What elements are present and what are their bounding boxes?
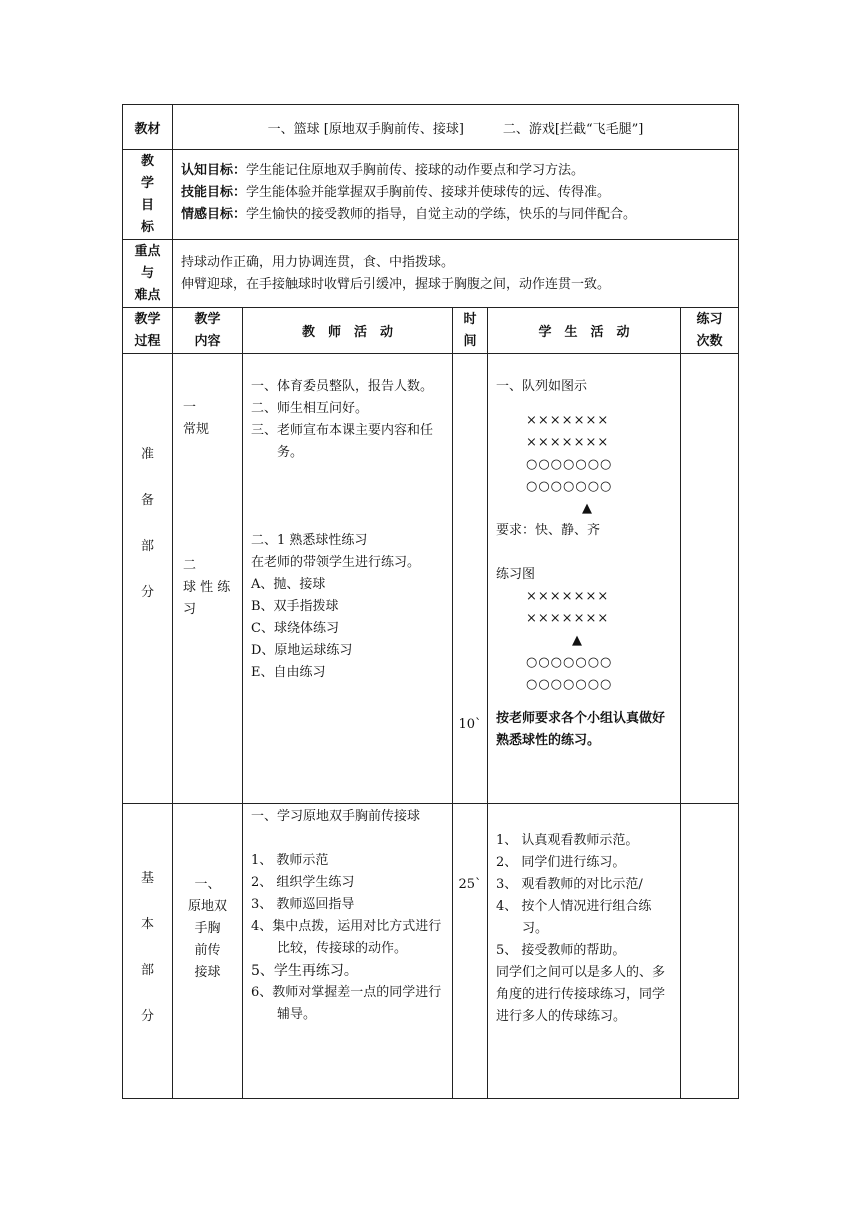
prep-student-note: 按老师要求各个小组认真做好熟悉球性的练习。 (496, 711, 666, 748)
formation-diagram-1: ××××××× ××××××× ○○○○○○○ ○○○○○○○ ▲ (496, 410, 674, 520)
prep-teacher-activity: 一、体育委员整队，报告人数。 二、师生相互问好。 三、老师宣布本课主要内容和任务。 二、1 熟悉球性练习 在老师的带领学生进行练习。 A、抛、接球 B、双手指拨球 C、球绕体练习 D、原地运球练习 E、自由练习 (243, 354, 453, 804)
teacher-triangle-icon: ▲ (572, 633, 582, 648)
col-content: 教学 内容 (173, 308, 243, 354)
basic-teacher-activity: 一、学习原地双手胸前传接球 1、 教师示范 2、 组织学生练习 3、 教师巡回指导 4、集中点拨，运用对比方式进行比较，传接球的动作。 5、学生再练习。 6、教师对掌握差一点的同学进行辅导。 (243, 804, 453, 1099)
basic-row (123, 804, 739, 1099)
textbook-row (123, 105, 739, 150)
prep-phase-label: 准 备 部 分 (123, 354, 173, 804)
key-points-content: 持球动作正确，用力协调连贯，食、中指拨球。 伸臂迎球，在手接触球时收臂后引缓冲，握球于胸腹之间，动作连贯一致。 (173, 240, 739, 308)
column-header-row (123, 308, 739, 354)
prep-reps (681, 354, 739, 804)
col-time: 时 间 (453, 308, 488, 354)
basic-student-activity: 1、 认真观看教师示范。 2、 同学们进行练习。 3、 观看教师的对比示范/ 4、 按个人情况进行组合练习。 5、 接受教师的帮助。 同学们之间可以是多人的、多角度的进行传接球练习，同学进行多人的传球练习。 (488, 804, 681, 1099)
lesson-plan-table (122, 104, 739, 1099)
goal-cognitive: 认知目标：学生能记住原地双手胸前传、接球的动作要点和学习方法。 (181, 163, 585, 178)
prep-row (123, 354, 739, 804)
col-student: 学 生 活 动 (488, 308, 681, 354)
basic-phase-label: 基 本 部 分 (123, 804, 173, 1099)
prep-student-activity: 一、队列如图示 ××××××× ××××××× ○○○○○○○ ○○○○○○○ ▲ 要求：快、静、齐 练习图 ××××××× ××××××× ▲ ○○○○○○○ ○○○○○○○ 按老师要求各个小组认真做好熟悉球性的练习。 (488, 354, 681, 804)
goals-row (123, 150, 739, 240)
basic-reps (681, 804, 739, 1099)
goal-affective: 情感目标：学生愉快的接受教师的指导，自觉主动的学练，快乐的与同伴配合。 (181, 207, 637, 222)
formation-diagram-2: ××××××× ××××××× ▲ ○○○○○○○ ○○○○○○○ (496, 586, 674, 696)
goals-content (173, 150, 739, 240)
key-points-label: 重点 与 难点 (123, 240, 173, 308)
col-teacher: 教 师 活 动 (243, 308, 453, 354)
goals-label: 教 学 目 标 (123, 150, 173, 240)
goal-skill: 技能目标：学生能体验并能掌握双手胸前传、接球并使球传的远、传得准。 (181, 185, 611, 200)
basic-time: 25` (453, 804, 488, 1099)
key-points-row (123, 240, 739, 308)
col-reps: 练习 次数 (681, 308, 739, 354)
col-process: 教学 过程 (123, 308, 173, 354)
textbook-content: 一、篮球 [原地双手胸前传、接球] 二、游戏[拦截“飞毛腿”] (173, 105, 739, 150)
textbook-label: 教材 (123, 105, 173, 150)
teacher-triangle-icon: ▲ (582, 501, 592, 516)
prep-content: 一 常规 二 球 性 练 习 (173, 354, 243, 804)
basic-content: 一、 原地双 手胸 前传 接球 (173, 804, 243, 1099)
prep-time: 10` (453, 354, 488, 804)
